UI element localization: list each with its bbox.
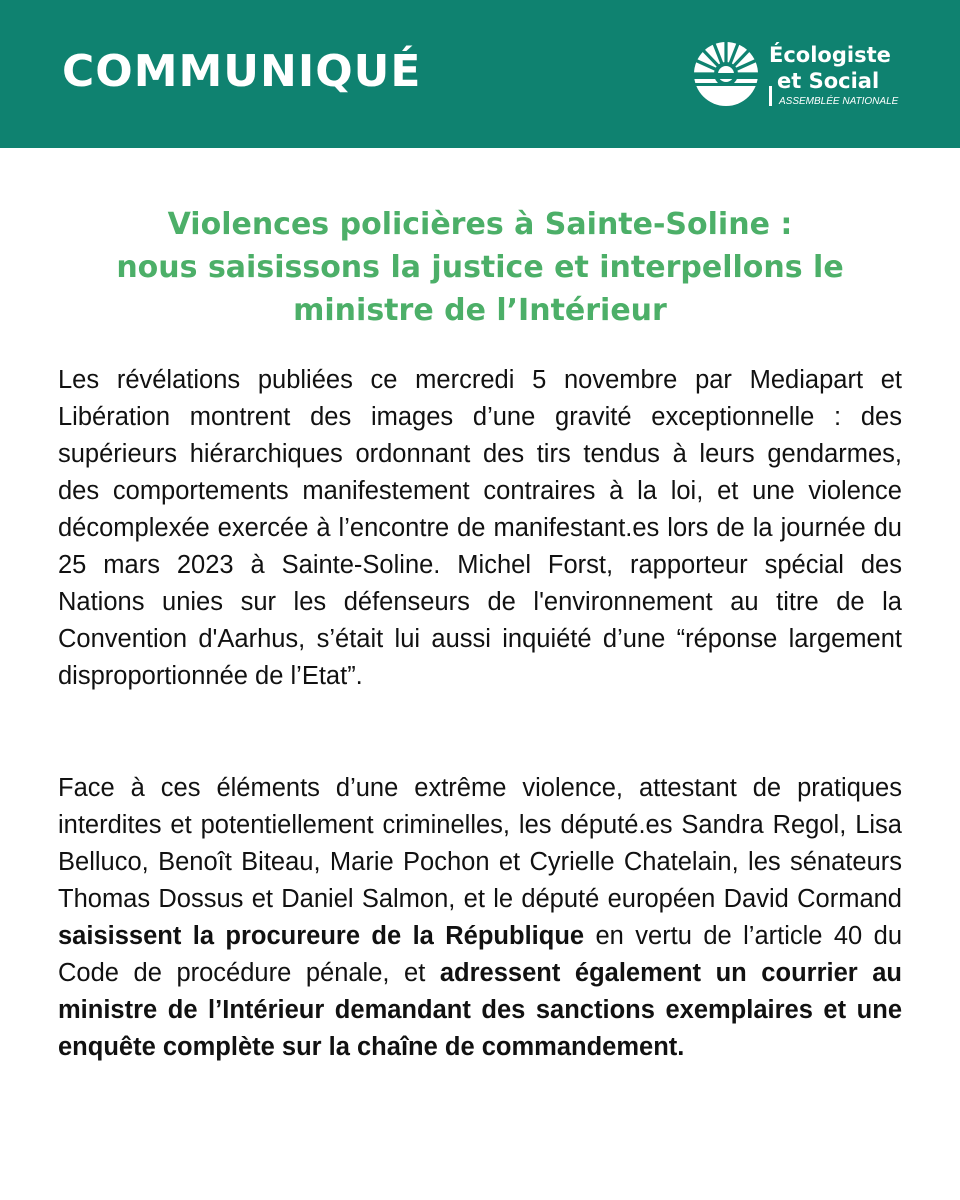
headline-line-3: ministre de l’Intérieur <box>293 293 667 328</box>
paragraph-2-bold-2: adressent également un courrier au ministre de l’Intérieur demandant des sanctions exemplaires et une enquête complète sur la chaîne de commandement. <box>58 959 903 1061</box>
body-paragraph-1: Les révélations publiées ce mercredi 5 novembre par Mediapart et Libération montrent des images d’une gravité exceptionnelle : des supérieurs hiérarchiques ordonnant des tirs tendus à leurs gendarmes, des comportements manifestement contraires à la loi, et une violence décomplexée exercée à l’encontre de manifestant.es lors de la journée du 25 mars 2023 à Sainte-Soline. Michel Forst, rapporteur spécial des Nations unies sur les défenseurs de l'environnement au titre de la Convention d'Aarhus, s’était lui aussi inquiété d’une “réponse largement disproportionnée de l’Etat”. <box>58 366 902 690</box>
headline <box>60 203 900 332</box>
logo-line-ecologiste: Écologiste <box>769 43 891 67</box>
headline-line-2: nous saisissons la justice et interpellons le <box>116 250 844 285</box>
paragraph-2-bold-1: saisissent la procureure de la République <box>58 922 585 950</box>
party-logo <box>692 38 912 110</box>
paragraph-2-text-2: en vertu de l’article 40 du Code de procédure pénale, et <box>58 922 902 987</box>
sun-logo-icon <box>692 40 760 108</box>
body-paragraph-2 <box>58 770 902 1066</box>
header-banner <box>0 0 960 148</box>
logo-divider <box>769 86 772 106</box>
headline-line-1: Violences policières à Sainte-Soline : <box>167 207 793 242</box>
logo-subtitle: ASSEMBLÉE NATIONALE <box>779 96 899 107</box>
page-type-label: COMMUNIQUÉ <box>62 46 422 97</box>
logo-line-social: et Social <box>777 69 880 93</box>
paragraph-2-text-1: Face à ces éléments d’une extrême violence, attestant de pratiques interdites et potentiellement criminelles, les député.es Sandra Regol, Lisa Belluco, Benoît Biteau, Marie Pochon et Cyrielle Chatelain, les sénateurs Thomas Dossus et Daniel Salmon, et le député européen David Cormand <box>58 774 902 913</box>
